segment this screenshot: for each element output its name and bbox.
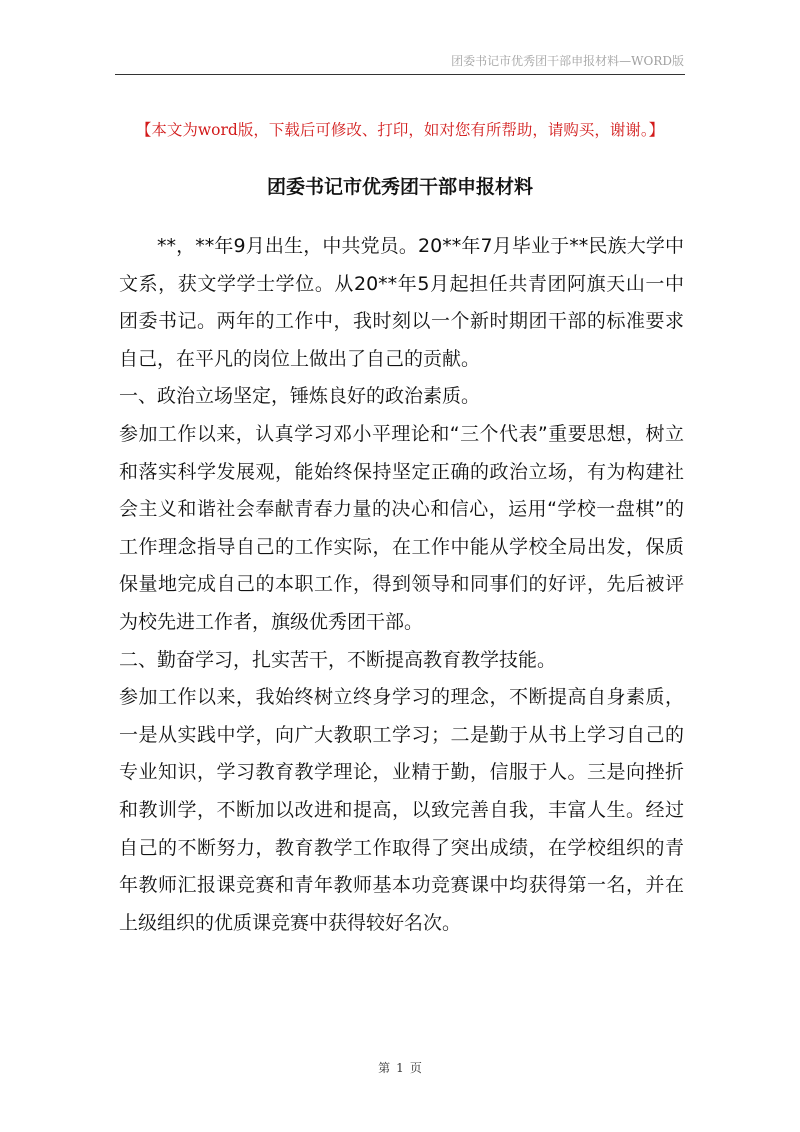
document-body [119, 228, 684, 942]
section-paragraph-1: 参加工作以来，认真学习邓小平理论和“三个代表”重要思想，树立和落实科学发展观，能始终保持坚定正确的政治立场，有为构建社会主义和谐社会奉献青春力量的决心和信心，运用“学校一盘棋”的工作理念指导自己的工作实际，在工作中能从学校全局出发，保质保量地完成自己的本职工作，得到领导和同事们的好评，先后被评为校先进工作者，旗级优秀团干部。 [119, 422, 684, 633]
page-suffix: 页 [409, 1061, 422, 1075]
page-prefix: 第 [378, 1061, 391, 1075]
section-heading-2: 二、勤奋学习，扎实苦干，不断提高教育教学技能。 [119, 648, 557, 671]
intro-paragraph: **，**年9月出生，中共党员。20**年7月毕业于**民族大学中文系，获文学学士学位。从20**年5月起担任共青团阿旗天山一中团委书记。两年的工作中，我时刻以一个新时期团干部的标准要求自己，在平凡的岗位上做出了自己的贡献。 [119, 235, 684, 370]
section-paragraph-2: 参加工作以来，我始终树立终身学习的理念，不断提高自身素质，一是从实践中学，向广大教职工学习；二是勤于从书上学习自己的专业知识，学习教育教学理论，业精于勤，信服于人。三是向挫折和教训学，不断加以改进和提高，以致完善自我，丰富人生。经过自己的不断努力，教育教学工作取得了突出成绩，在学校组织的青年教师汇报课竞赛和青年教师基本功竞赛课中均获得第一名，并在上级组织的优质课竞赛中获得较好名次。 [119, 686, 684, 934]
page-footer [0, 1059, 800, 1076]
download-notice: 【本文为word版，下载后可修改、打印，如对您有所帮助，请购买，谢谢。】 [135, 121, 665, 139]
document-title: 团委书记市优秀团干部申报材料 [266, 176, 533, 198]
running-header: 团委书记市优秀团干部申报材料—WORD版 [451, 54, 684, 68]
header-divider [115, 74, 685, 75]
section-heading-1: 一、政治立场坚定，锤炼良好的政治素质。 [119, 385, 481, 408]
page-number: 1 [396, 1061, 404, 1075]
